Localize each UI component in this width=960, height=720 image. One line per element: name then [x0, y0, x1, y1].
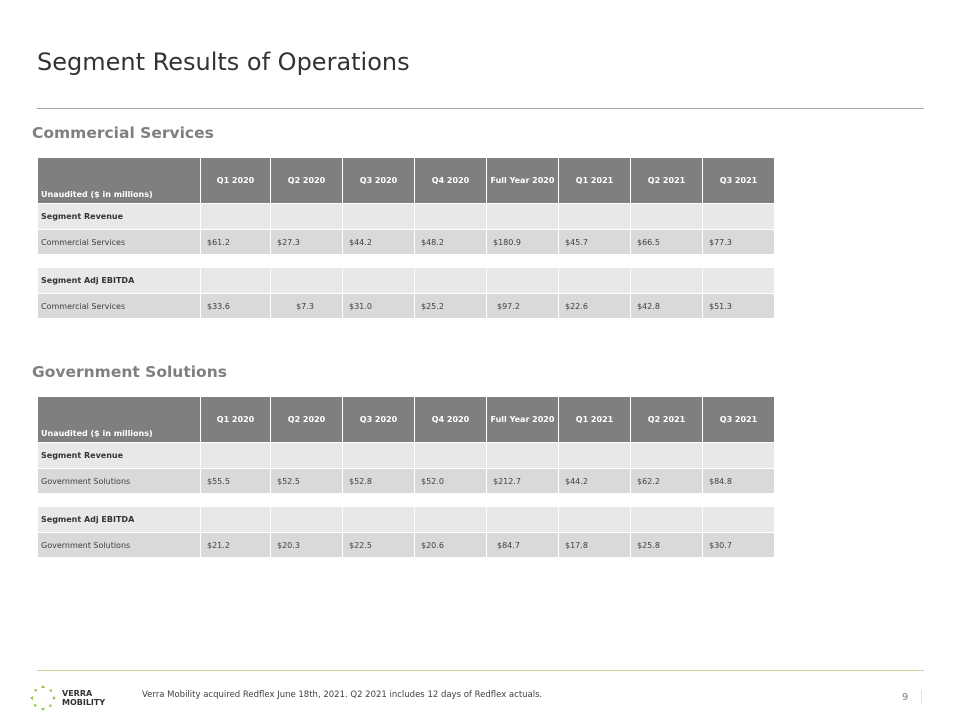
table-cell: $22.5 [343, 533, 414, 557]
table-cell: $42.8 [631, 294, 702, 318]
column-header: Full Year 2020 [487, 158, 558, 203]
column-header: Q3 2021 [703, 158, 774, 203]
column-header: Q2 2021 [631, 158, 702, 203]
table-row [38, 469, 774, 493]
column-header: Q4 2020 [415, 397, 486, 442]
column-header: Q3 2020 [343, 397, 414, 442]
segment-revenue-label-row [38, 443, 774, 468]
table-cell: $55.5 [201, 469, 270, 493]
table-cell: $44.2 [559, 469, 630, 493]
commercial-services-heading: Commercial Services [32, 124, 214, 142]
table-cell: $97.2 [487, 294, 558, 318]
table-cell: $22.6 [559, 294, 630, 318]
column-header: Q2 2020 [271, 158, 342, 203]
table-cell: $180.9 [487, 230, 558, 254]
column-header: Q3 2021 [703, 397, 774, 442]
row-label: Government Solutions [38, 469, 200, 493]
table-cell: $52.8 [343, 469, 414, 493]
row-label: Segment Adj EBITDA [38, 507, 200, 532]
table-cell: $48.2 [415, 230, 486, 254]
footer-divider [37, 670, 924, 671]
column-header: Q1 2020 [201, 158, 270, 203]
table-cell: $61.2 [201, 230, 270, 254]
commercial-services-table [37, 157, 775, 319]
table-cell: $27.3 [271, 230, 342, 254]
verra-mobility-logo-icon [28, 683, 58, 713]
table-cell: $21.2 [201, 533, 270, 557]
row-label: Segment Revenue [38, 204, 200, 229]
table-cell: $62.2 [631, 469, 702, 493]
table-header-row [38, 158, 774, 203]
column-header: Q3 2020 [343, 158, 414, 203]
table-cell: $33.6 [201, 294, 270, 318]
table-cell: $20.3 [271, 533, 342, 557]
table-row [38, 230, 774, 254]
table-cell: $84.8 [703, 469, 774, 493]
table-cell: $25.2 [415, 294, 486, 318]
segment-ebitda-label-row [38, 268, 774, 293]
row-label: Commercial Services [38, 294, 200, 318]
column-header: Q1 2021 [559, 397, 630, 442]
government-solutions-heading: Government Solutions [32, 363, 227, 381]
column-header: Q1 2020 [201, 397, 270, 442]
page-number: 9 [902, 692, 909, 703]
logo-wordmark: VERRA MOBILITY [62, 689, 106, 707]
table-cell: $44.2 [343, 230, 414, 254]
row-label: Segment Adj EBITDA [38, 268, 200, 293]
page-number-divider [921, 690, 922, 704]
row-label: Segment Revenue [38, 443, 200, 468]
row-label: Government Solutions [38, 533, 200, 557]
table-cell: $66.5 [631, 230, 702, 254]
row-label: Commercial Services [38, 230, 200, 254]
table-cell: $20.6 [415, 533, 486, 557]
table-row [38, 294, 774, 318]
table-cell: $25.8 [631, 533, 702, 557]
government-solutions-table [37, 396, 775, 558]
segment-ebitda-label-row [38, 507, 774, 532]
table-cell: $31.0 [343, 294, 414, 318]
column-header: Unaudited ($ in millions) [38, 397, 200, 442]
table-cell: $52.0 [415, 469, 486, 493]
segment-revenue-label-row [38, 204, 774, 229]
table-header-row [38, 397, 774, 442]
table-cell: $52.5 [271, 469, 342, 493]
table-cell: $7.3 [271, 294, 342, 318]
table-row [38, 533, 774, 557]
column-header: Q1 2021 [559, 158, 630, 203]
table-cell: $17.8 [559, 533, 630, 557]
column-header: Q2 2021 [631, 397, 702, 442]
table-cell: $84.7 [487, 533, 558, 557]
footnote: Verra Mobility acquired Redflex June 18th, 2021. Q2 2021 includes 12 days of Redflex actuals. [142, 690, 543, 700]
table-cell: $77.3 [703, 230, 774, 254]
table-cell: $30.7 [703, 533, 774, 557]
table-cell: $212.7 [487, 469, 558, 493]
title-divider [37, 108, 924, 109]
column-header: Unaudited ($ in millions) [38, 158, 200, 203]
slide-title: Segment Results of Operations [37, 48, 410, 76]
table-cell: $45.7 [559, 230, 630, 254]
column-header: Q2 2020 [271, 397, 342, 442]
column-header: Q4 2020 [415, 158, 486, 203]
table-cell: $51.3 [703, 294, 774, 318]
column-header: Full Year 2020 [487, 397, 558, 442]
